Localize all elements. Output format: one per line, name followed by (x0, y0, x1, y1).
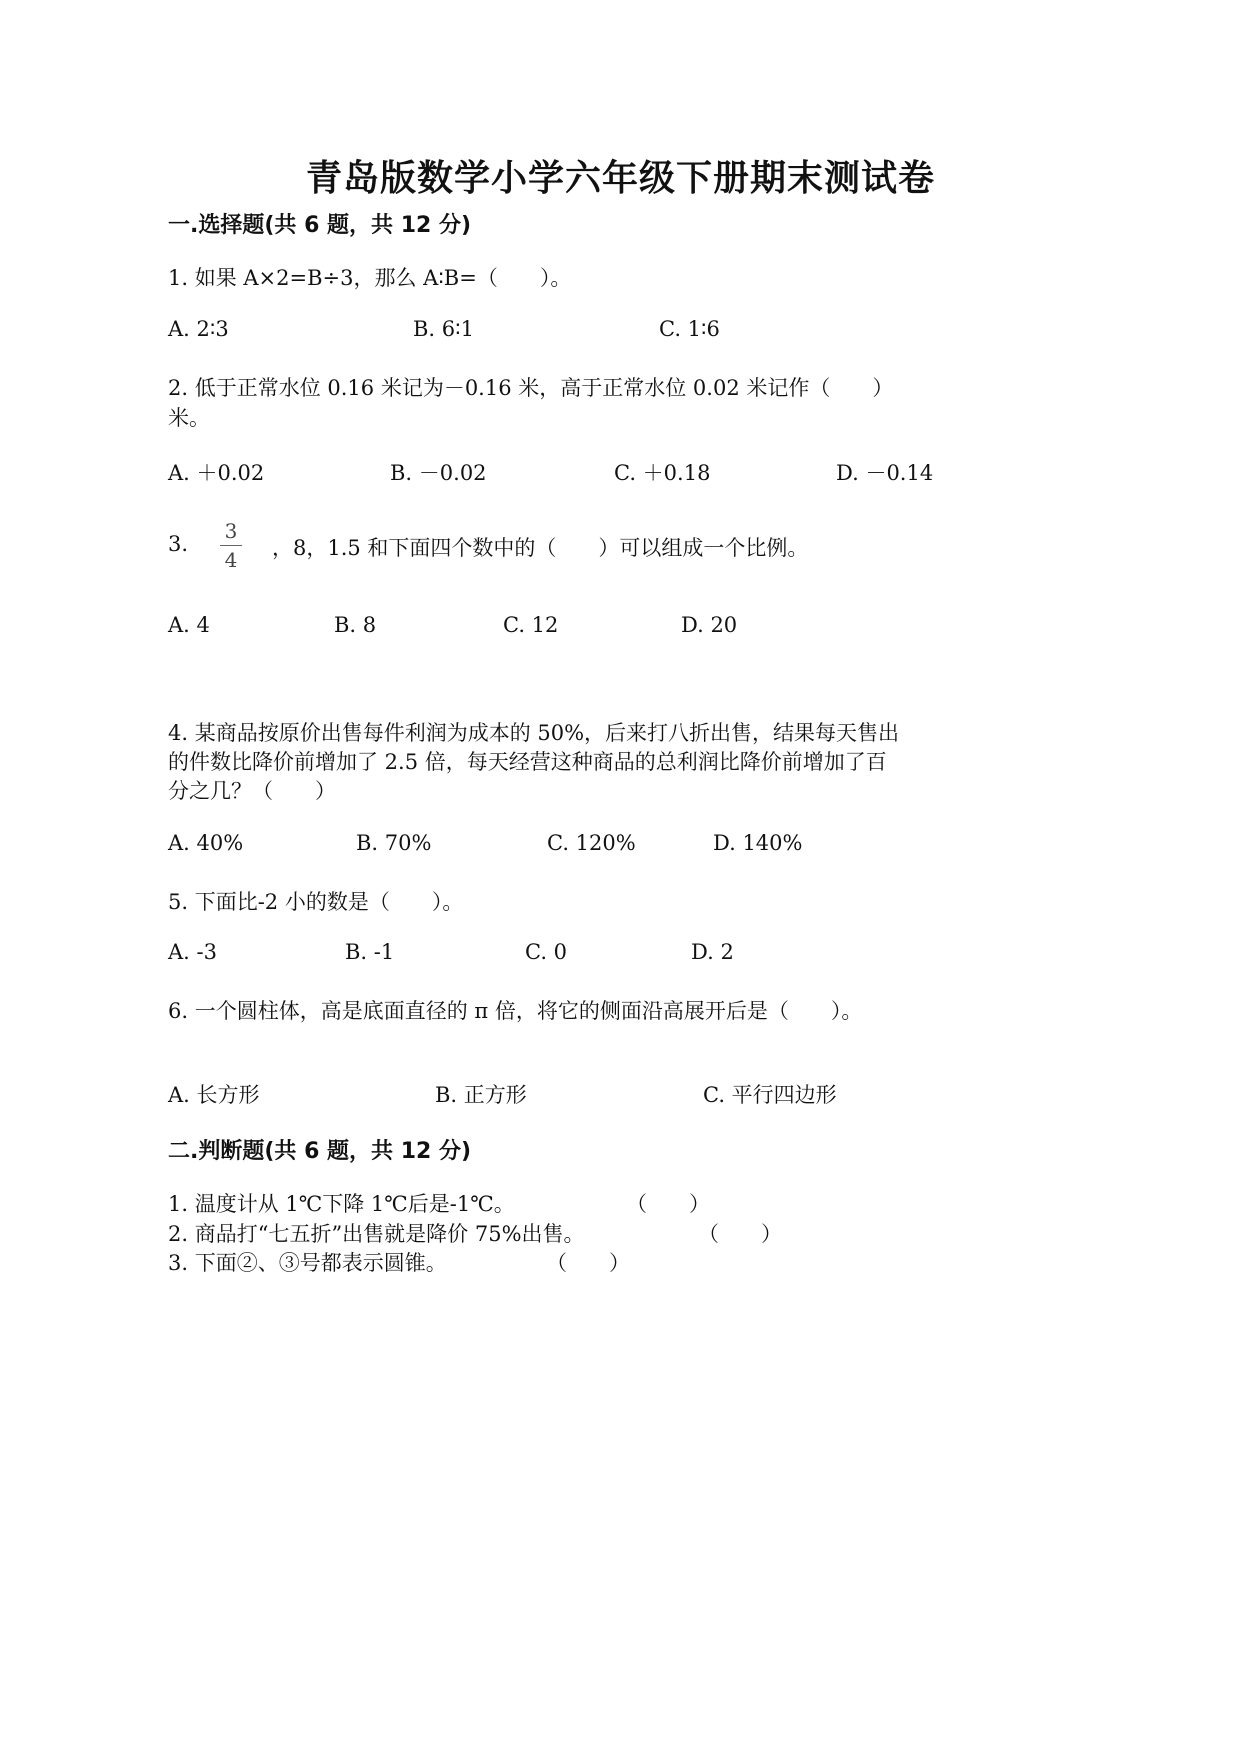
q2-option-a: A. ＋0.02 (168, 461, 265, 485)
q4-option-a: A. 40% (168, 831, 244, 855)
page-title: 青岛版数学小学六年级下册期末测试卷 (305, 157, 935, 199)
q4-option-c: C. 120% (547, 831, 636, 855)
q6-option-b: B. 正方形 (435, 1083, 527, 1107)
q3-option-b: B. 8 (334, 613, 377, 637)
q2-option-b: B. －0.02 (390, 461, 487, 485)
question-5: 5. 下面比-2 小的数是（ ）。 (168, 890, 464, 914)
judgement-1: 1. 温度计从 1℃下降 1℃后是-1℃。 (168, 1192, 515, 1216)
section-heading-judgement: 二.判断题(共 6 题，共 12 分) (168, 1139, 472, 1164)
judgement-1-blank: （ ） (626, 1192, 710, 1216)
q5-option-c: C. 0 (525, 940, 568, 964)
question-2-line-1: 2. 低于正常水位 0.16 米记为－0.16 米，高于正常水位 0.02 米记作（ ） (168, 376, 894, 400)
q1-option-c: C. 1∶6 (659, 317, 720, 341)
question-2-line-2: 米。 (168, 406, 210, 430)
q6-option-c: C. 平行四边形 (703, 1083, 837, 1107)
judgement-3: 3. 下面②、③号都表示圆锥。 (168, 1251, 447, 1275)
q1-option-a: A. 2∶3 (168, 317, 229, 341)
q4-option-b: B. 70% (356, 831, 432, 855)
q5-option-b: B. -1 (345, 940, 395, 964)
question-4-line-2: 的件数比降价前增加了 2.5 倍，每天经营这种商品的总利润比降价前增加了百 (168, 750, 887, 774)
question-4-line-1: 4. 某商品按原价出售每件利润为成本的 50%，后来打八折出售，结果每天售出 (168, 721, 900, 745)
section-heading-choice: 一.选择题(共 6 题，共 12 分) (168, 213, 472, 238)
fraction-denominator: 4 (224, 548, 238, 572)
fraction-numerator: 3 (224, 519, 238, 543)
q2-option-d: D. －0.14 (836, 461, 934, 485)
fraction-bar (220, 545, 242, 546)
judgement-2-blank: （ ） (698, 1222, 782, 1246)
question-6: 6. 一个圆柱体，高是底面直径的 π 倍，将它的侧面沿高展开后是（ ）。 (168, 999, 863, 1023)
question-1: 1. 如果 A×2=B÷3，那么 A∶B=（ ）。 (168, 266, 572, 290)
judgement-2: 2. 商品打“七五折”出售就是降价 75%出售。 (168, 1222, 585, 1246)
question-3: ，8，1.5 和下面四个数中的（ ）可以组成一个比例。 (272, 536, 809, 560)
q6-option-a: A. 长方形 (168, 1083, 260, 1107)
question-4-line-3: 分之几？（ ） (168, 779, 336, 803)
q3-option-c: C. 12 (503, 613, 559, 637)
q4-option-d: D. 140% (713, 831, 803, 855)
q2-option-c: C. ＋0.18 (614, 461, 711, 485)
question-3-number: 3. (168, 532, 189, 556)
q3-option-d: D. 20 (681, 613, 738, 637)
q1-option-b: B. 6∶1 (413, 317, 474, 341)
q5-option-a: A. -3 (168, 940, 217, 964)
judgement-3-blank: （ ） (546, 1251, 630, 1275)
q3-option-a: A. 4 (168, 613, 210, 637)
fraction-three-quarters (216, 518, 246, 573)
q5-option-d: D. 2 (691, 940, 734, 964)
